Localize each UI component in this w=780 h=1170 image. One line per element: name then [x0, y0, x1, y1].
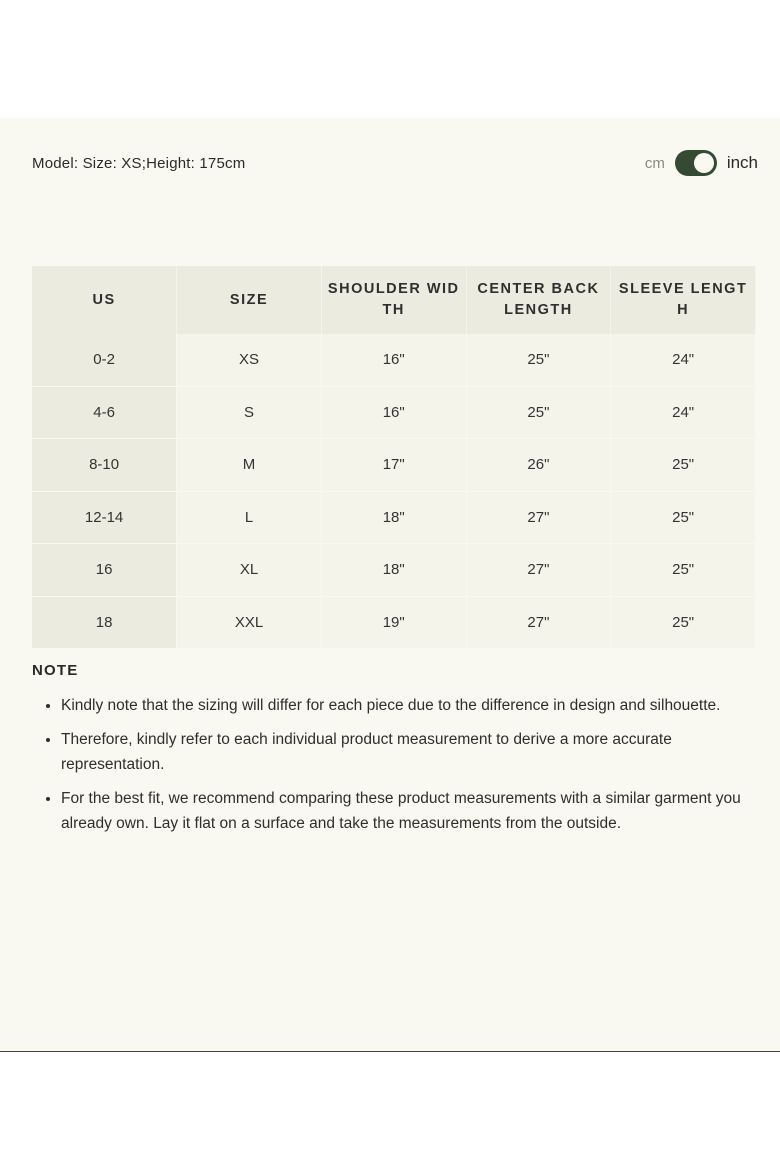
- cell-center-back-length: 25": [466, 386, 611, 439]
- note-list: [32, 693, 752, 836]
- cell-sleeve-length: 25": [611, 544, 756, 597]
- header-us: US: [32, 266, 177, 334]
- note-item: • Therefore, kindly refer to each individual product measurement to derive a more accurate representation.: [61, 727, 752, 777]
- cell-size: XS: [177, 334, 322, 386]
- note-item: • Kindly note that the sizing will differ for each piece due to the difference in design and silhouette.: [61, 693, 752, 718]
- cell-us: 16: [32, 544, 177, 597]
- cell-shoulder-width: 17": [321, 439, 466, 492]
- cell-size: S: [177, 386, 322, 439]
- header-shoulder-width: SHOULDER WIDTH: [321, 266, 466, 334]
- cell-shoulder-width: 16": [321, 334, 466, 386]
- cell-us: 0-2: [32, 334, 177, 386]
- note-section: [32, 662, 752, 845]
- header-sleeve-length: SLEEVE LENGTH: [611, 266, 756, 334]
- cell-us: 12-14: [32, 491, 177, 544]
- table-row: [32, 439, 756, 492]
- cell-size: XXL: [177, 596, 322, 649]
- table-row: [32, 596, 756, 649]
- header-center-back-length: CENTER BACK LENGTH: [466, 266, 611, 334]
- cell-shoulder-width: 18": [321, 491, 466, 544]
- cell-sleeve-length: 24": [611, 386, 756, 439]
- cell-sleeve-length: 25": [611, 491, 756, 544]
- cell-center-back-length: 27": [466, 491, 611, 544]
- table-header-row: [32, 266, 756, 334]
- cell-sleeve-length: 24": [611, 334, 756, 386]
- unit-cm-label[interactable]: cm: [644, 154, 665, 172]
- table-row: [32, 386, 756, 439]
- cell-sleeve-length: 25": [611, 596, 756, 649]
- unit-switch[interactable]: [675, 150, 717, 176]
- switch-knob: [694, 153, 714, 173]
- table-row: [32, 544, 756, 597]
- unit-inch-label[interactable]: inch: [726, 153, 758, 172]
- cell-us: 4-6: [32, 386, 177, 439]
- cell-center-back-length: 26": [466, 439, 611, 492]
- cell-shoulder-width: 19": [321, 596, 466, 649]
- cell-shoulder-width: 18": [321, 544, 466, 597]
- cell-center-back-length: 25": [466, 334, 611, 386]
- cell-center-back-length: 27": [466, 544, 611, 597]
- cell-shoulder-width: 16": [321, 386, 466, 439]
- table-row: [32, 334, 756, 386]
- cell-sleeve-length: 25": [611, 439, 756, 492]
- cell-size: M: [177, 439, 322, 492]
- header-size: SIZE: [177, 266, 322, 334]
- note-item: • For the best fit, we recommend comparing these product measurements with a similar garment you already own. Lay it flat on a surface and take the measurements from the outside.: [61, 786, 752, 836]
- note-title: NOTE: [32, 662, 79, 679]
- size-table: [32, 266, 756, 649]
- cell-us: 18: [32, 596, 177, 649]
- cell-center-back-length: 27": [466, 596, 611, 649]
- cell-size: XL: [177, 544, 322, 597]
- model-info-row: [32, 150, 758, 176]
- model-info: Model: Size: XS;Height: 175cm: [32, 154, 246, 172]
- cell-size: L: [177, 491, 322, 544]
- unit-toggle: [645, 150, 758, 176]
- table-row: [32, 491, 756, 544]
- cell-us: 8-10: [32, 439, 177, 492]
